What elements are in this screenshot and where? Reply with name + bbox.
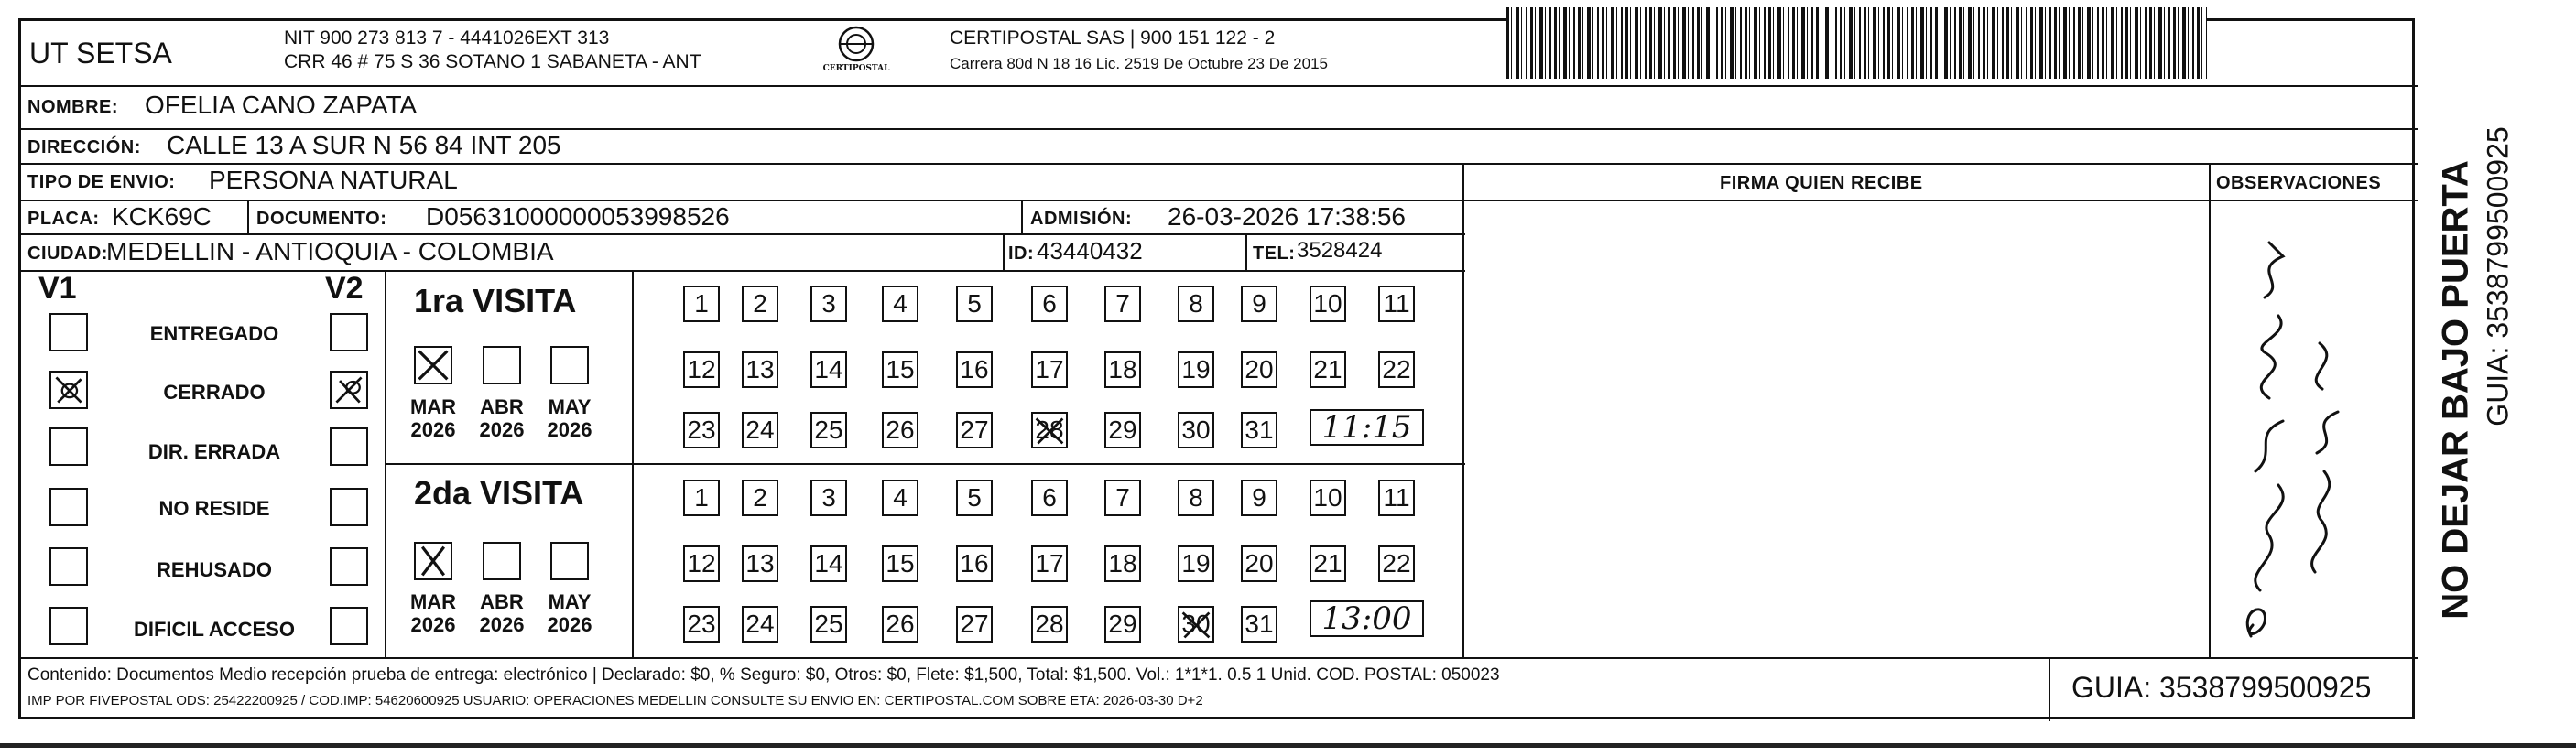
- v1-checkbox-dir-errada[interactable]: [49, 427, 88, 466]
- id-value: 43440432: [1037, 237, 1143, 265]
- day-checkbox-27[interactable]: 27: [956, 606, 993, 643]
- check-x-icon: [416, 544, 451, 578]
- day-checkbox-28[interactable]: 28: [1031, 606, 1068, 643]
- admision-label: ADMISIÓN:: [1030, 209, 1133, 229]
- page-bottom-edge: [0, 743, 2576, 748]
- ciudad-value: MEDELLIN - ANTIOQUIA - COLOMBIA: [106, 237, 554, 265]
- observaciones-label: OBSERVACIONES: [2216, 173, 2382, 193]
- day-checkbox-16[interactable]: 16: [956, 545, 993, 582]
- day-checkbox-13[interactable]: 13: [742, 351, 778, 388]
- day-checkbox-23[interactable]: 23: [683, 606, 720, 643]
- visit2-month-label: MAY 2026: [547, 590, 592, 636]
- handwritten-note-image: [2214, 206, 2356, 654]
- day-checkbox-6[interactable]: 6: [1031, 286, 1068, 322]
- state-label: DIFICIL ACCESO: [133, 618, 295, 641]
- day-checkbox-8[interactable]: 8: [1178, 286, 1214, 322]
- v2-checkbox-dir-errada[interactable]: [330, 427, 368, 466]
- day-checkbox-25[interactable]: 25: [810, 412, 847, 448]
- visit1-month-label: ABR 2026: [479, 395, 525, 441]
- day-checkbox-6[interactable]: 6: [1031, 480, 1068, 516]
- visit1-label: 1ra VISITA: [414, 282, 577, 319]
- check-x-icon: [51, 373, 86, 407]
- visit1-month-label: MAR 2026: [409, 395, 457, 441]
- day-checkbox-10[interactable]: 10: [1310, 480, 1346, 516]
- v1-checkbox-cerrado[interactable]: [49, 371, 88, 409]
- visit1-month-may-checkbox[interactable]: [550, 346, 589, 384]
- day-checkbox-4[interactable]: 4: [882, 480, 918, 516]
- day-checkbox-1[interactable]: 1: [683, 286, 720, 322]
- day-checkbox-9[interactable]: 9: [1241, 286, 1277, 322]
- day-checkbox-27[interactable]: 27: [956, 412, 993, 448]
- day-checkbox-31[interactable]: 31: [1241, 412, 1277, 448]
- day-checkbox-2[interactable]: 2: [742, 480, 778, 516]
- day-checkbox-17[interactable]: 17: [1031, 351, 1068, 388]
- day-checkbox-22[interactable]: 22: [1378, 545, 1415, 582]
- visit2-month-label: ABR 2026: [479, 590, 525, 636]
- day-checkbox-12[interactable]: 12: [683, 545, 720, 582]
- state-label: REHUSADO: [157, 558, 272, 581]
- day-checkbox-4[interactable]: 4: [882, 286, 918, 322]
- day-checkbox-24[interactable]: 24: [742, 412, 778, 448]
- company-name: UT SETSA: [29, 37, 172, 70]
- visit2-month-mar-checkbox[interactable]: [414, 542, 452, 580]
- day-checkbox-25[interactable]: 25: [810, 606, 847, 643]
- visit1-time[interactable]: 11:15: [1310, 409, 1424, 446]
- day-checkbox-1[interactable]: 1: [683, 480, 720, 516]
- side-guia: GUIA: 3538799500925: [2481, 126, 2515, 427]
- footer-contenido: Contenido: Documentos Medio recepción prueba de entrega: electrónico | Declarado: $0, % Seguro: $0, Otros: $0, Flete: $1,500, Total: $1,500. Vol.: 1*1*1. 0.5 1 Unid. COD. POSTAL: 050023: [27, 665, 1500, 685]
- certipostal-line1: CERTIPOSTAL SAS | 900 151 122 - 2: [950, 27, 1276, 49]
- ciudad-label: CIUDAD:: [27, 243, 108, 264]
- day-checkbox-31[interactable]: 31: [1241, 606, 1277, 643]
- nombre-label: NOMBRE:: [27, 97, 119, 117]
- v2-checkbox-cerrado[interactable]: [330, 371, 368, 409]
- v2-label: V2: [325, 271, 364, 306]
- day-checkbox-28[interactable]: 28: [1031, 412, 1068, 448]
- day-checkbox-8[interactable]: 8: [1178, 480, 1214, 516]
- day-checkbox-17[interactable]: 17: [1031, 545, 1068, 582]
- company-address: CRR 46 # 75 S 36 SOTANO 1 SABANETA - ANT: [284, 51, 701, 72]
- v2-checkbox-no-reside[interactable]: [330, 488, 368, 526]
- day-checkbox-30[interactable]: 30: [1178, 606, 1214, 643]
- day-checkbox-7[interactable]: 7: [1104, 286, 1141, 322]
- day-checkbox-23[interactable]: 23: [683, 412, 720, 448]
- day-checkbox-22[interactable]: 22: [1378, 351, 1415, 388]
- visit2-time[interactable]: 13:00: [1310, 600, 1424, 637]
- visit1-month-label: MAY 2026: [547, 395, 592, 441]
- day-checkbox-16[interactable]: 16: [956, 351, 993, 388]
- tel-value: 3528424: [1297, 238, 1383, 263]
- day-checkbox-21[interactable]: 21: [1310, 545, 1346, 582]
- day-checkbox-24[interactable]: 24: [742, 606, 778, 643]
- day-checkbox-30[interactable]: 30: [1178, 412, 1214, 448]
- visit2-month-label: MAR 2026: [409, 590, 457, 636]
- day-checkbox-13[interactable]: 13: [742, 545, 778, 582]
- check-x-icon: [416, 348, 451, 383]
- documento-value: D05631000000053998526: [426, 202, 730, 231]
- footer-guia: GUIA: 3538799500925: [2071, 671, 2372, 704]
- day-checkbox-21[interactable]: 21: [1310, 351, 1346, 388]
- footer-imp: IMP POR FIVEPOSTAL ODS: 25422200925 / COD.IMP: 54620600925 USUARIO: OPERACIONES MEDELLIN CONSULTE SU ENVIO EN: CERTIPOSTAL.COM SOBRE ETA: 2026-03-30 D+2: [27, 693, 1203, 708]
- direccion-value: CALLE 13 A SUR N 56 84 INT 205: [167, 131, 561, 159]
- day-checkbox-19[interactable]: 19: [1178, 545, 1214, 582]
- v1-checkbox-rehusado[interactable]: [49, 547, 88, 586]
- v2-checkbox-rehusado[interactable]: [330, 547, 368, 586]
- day-checkbox-3[interactable]: 3: [810, 286, 847, 322]
- day-checkbox-18[interactable]: 18: [1104, 545, 1141, 582]
- tipo-envio-label: TIPO DE ENVIO:: [27, 172, 176, 192]
- state-label: CERRADO: [163, 381, 266, 404]
- logo-text: CERTIPOSTAL: [822, 64, 890, 73]
- visit1-month-abr-checkbox[interactable]: [483, 346, 521, 384]
- day-checkbox-12[interactable]: 12: [683, 351, 720, 388]
- day-checkbox-2[interactable]: 2: [742, 286, 778, 322]
- day-checkbox-5[interactable]: 5: [956, 286, 993, 322]
- v1-checkbox-dificil-acceso[interactable]: [49, 607, 88, 645]
- barcode: [1506, 7, 2207, 79]
- visit2-label: 2da VISITA: [414, 474, 584, 512]
- day-checkbox-29[interactable]: 29: [1104, 412, 1141, 448]
- nombre-value: OFELIA CANO ZAPATA: [145, 91, 418, 119]
- admision-value: 26-03-2026 17:38:56: [1168, 202, 1406, 231]
- day-checkbox-15[interactable]: 15: [882, 545, 918, 582]
- day-checkbox-26[interactable]: 26: [882, 412, 918, 448]
- day-checkbox-15[interactable]: 15: [882, 351, 918, 388]
- day-checkbox-26[interactable]: 26: [882, 606, 918, 643]
- company-nit: NIT 900 273 813 7 - 4441026EXT 313: [284, 27, 610, 49]
- day-checkbox-20[interactable]: 20: [1241, 351, 1277, 388]
- certipostal-logo: [810, 24, 902, 77]
- observaciones-handwriting: [2214, 206, 2356, 654]
- direccion-label: DIRECCIÓN:: [27, 137, 141, 157]
- v1-checkbox-entregado[interactable]: [49, 313, 88, 351]
- v1-label: V1: [38, 271, 77, 306]
- certipostal-line2: Carrera 80d N 18 16 Lic. 2519 De Octubre 23 De 2015: [950, 55, 1328, 72]
- firma-label: FIRMA QUIEN RECIBE: [1720, 173, 1923, 193]
- day-checkbox-5[interactable]: 5: [956, 480, 993, 516]
- v1-checkbox-no-reside[interactable]: [49, 488, 88, 526]
- placa-label: PLACA:: [27, 209, 100, 229]
- day-checkbox-9[interactable]: 9: [1241, 480, 1277, 516]
- state-label: NO RESIDE: [158, 497, 270, 520]
- state-label: DIR. ERRADA: [147, 440, 281, 463]
- check-x-icon: [332, 373, 366, 407]
- day-checkbox-7[interactable]: 7: [1104, 480, 1141, 516]
- side-warning: NO DEJAR BAJO PUERTA: [2435, 160, 2476, 620]
- day-checkbox-20[interactable]: 20: [1241, 545, 1277, 582]
- day-checkbox-3[interactable]: 3: [810, 480, 847, 516]
- day-checkbox-10[interactable]: 10: [1310, 286, 1346, 322]
- state-label: ENTREGADO: [149, 322, 279, 345]
- day-checkbox-11[interactable]: 11: [1378, 286, 1415, 322]
- guide-frame: [18, 18, 2415, 719]
- day-checkbox-14[interactable]: 14: [810, 351, 847, 388]
- day-checkbox-11[interactable]: 11: [1378, 480, 1415, 516]
- v2-checkbox-entregado[interactable]: [330, 313, 368, 351]
- visit1-month-mar-checkbox[interactable]: [414, 346, 452, 384]
- visit2-month-may-checkbox[interactable]: [550, 542, 589, 580]
- visit2-month-abr-checkbox[interactable]: [483, 542, 521, 580]
- day-checkbox-19[interactable]: 19: [1178, 351, 1214, 388]
- id-label: ID:: [1008, 243, 1035, 264]
- placa-value: KCK69C: [112, 202, 212, 231]
- v2-checkbox-dificil-acceso[interactable]: [330, 607, 368, 645]
- tel-label: TEL:: [1253, 243, 1296, 264]
- day-checkbox-14[interactable]: 14: [810, 545, 847, 582]
- day-checkbox-29[interactable]: 29: [1104, 606, 1141, 643]
- tipo-envio-value: PERSONA NATURAL: [209, 166, 458, 194]
- documento-label: DOCUMENTO:: [256, 209, 387, 229]
- day-checkbox-18[interactable]: 18: [1104, 351, 1141, 388]
